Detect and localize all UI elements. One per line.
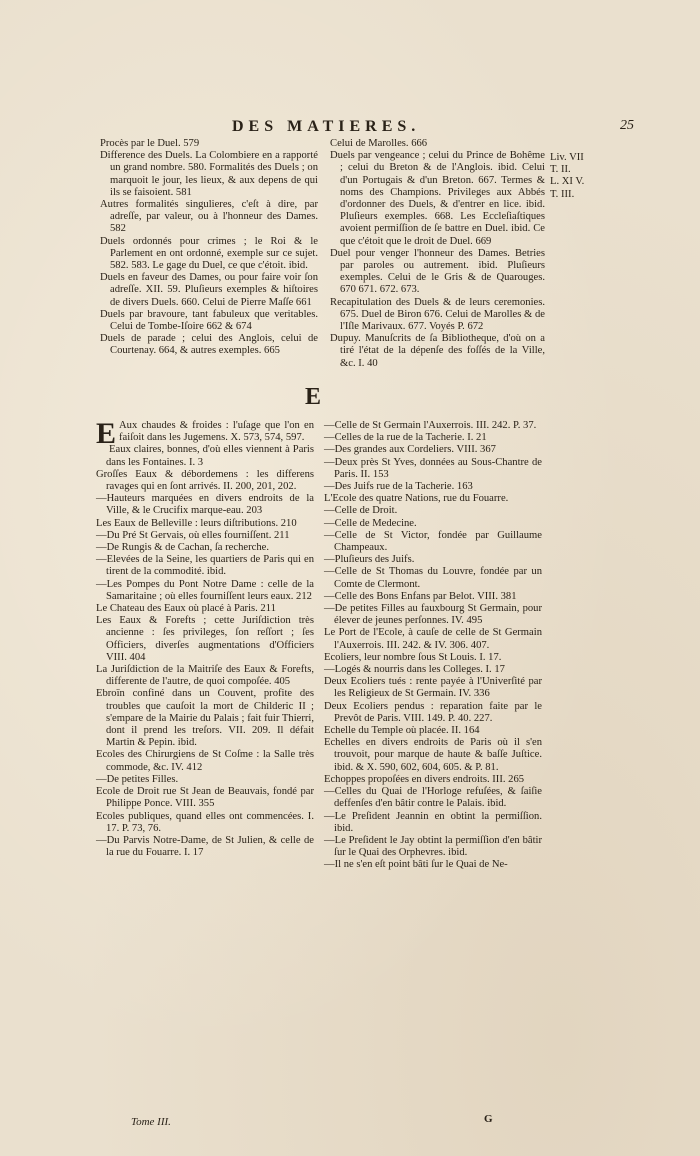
index-entry bbox=[324, 530, 542, 554]
page-number: 25 bbox=[620, 118, 634, 133]
margin-notes bbox=[550, 152, 610, 201]
index-entry bbox=[324, 518, 542, 530]
index-entry-text: Aux chaudes & froides : l'uſage que l'on en faiſoit dans les Jugemens. X. 573, 574, 597. bbox=[119, 420, 314, 444]
index-entry bbox=[96, 603, 314, 615]
index-entry-text: —Logés & nourris dans les Colleges. I. 17 bbox=[324, 664, 505, 676]
index-entry-text: Duels par bravoure, tant fabuleux que veritables. Celui de Tombe-Iſoire 662 & 674 bbox=[100, 308, 318, 333]
index-column-bottom-left bbox=[96, 417, 314, 859]
index-entry-text: —Il ne s'en eſt point bâti ſur le Quai de Ne- bbox=[324, 859, 508, 871]
index-entry bbox=[96, 493, 314, 517]
index-entry bbox=[96, 615, 314, 664]
index-entry-text: Le Port de l'Ecole, à cauſe de celle de St Germain l'Auxerrois. III. 242. & IV. 306. 407. bbox=[324, 627, 542, 651]
index-entry bbox=[100, 150, 318, 199]
drop-cap: E bbox=[96, 417, 117, 450]
index-entry bbox=[324, 457, 542, 481]
volume-note: Tome III. bbox=[131, 1116, 171, 1128]
index-entry-text: —Deux près St Yves, données au Sous-Chantre de Paris. II. 153 bbox=[324, 456, 542, 480]
index-column-top-left bbox=[100, 138, 318, 358]
index-entry-text: —Celle de St Thomas du Louvre, fondée par un Comte de Clermont. bbox=[324, 566, 542, 590]
index-entry bbox=[100, 309, 318, 333]
index-entry bbox=[96, 688, 314, 749]
index-entry-text: —De Rungis & de Cachan, ſa recherche. bbox=[96, 542, 269, 554]
index-entry-text: Ecole de Droit rue St Jean de Beauvais, fondé par Philippe Ponce. VIII. 355 bbox=[96, 786, 314, 810]
index-entry-text: —Le Preſident le Jay obtint la permiſſion d'en bâtir ſur le Quai des Orphevres. ibid. bbox=[324, 834, 542, 859]
index-entry-text: L'Ecole des quatre Nations, rue du Fouarre. bbox=[324, 493, 509, 505]
index-entry-text: Duels de parade ; celui des Anglois, celui de Courtenay. 664, & autres exemples. 665 bbox=[100, 333, 318, 357]
index-entry-text: —Celle de Medecine. bbox=[324, 517, 417, 529]
index-entry bbox=[96, 835, 314, 859]
index-entry bbox=[96, 811, 314, 835]
index-entry bbox=[330, 138, 545, 150]
index-entry-text: —Celle de St Victor, fondée par Guillaume Champeaux. bbox=[324, 529, 542, 554]
index-entry bbox=[96, 530, 314, 542]
index-entry-text: Deux Ecoliers pendus : reparation faite par le Prevôt de Paris. VIII. 149. P. 40. 227. bbox=[324, 700, 542, 724]
index-entry bbox=[100, 236, 318, 273]
index-entry bbox=[330, 297, 545, 334]
index-entry bbox=[330, 150, 545, 248]
index-entry-text: Recapitulation des Duels & de leurs ceremonies. 675. Duel de Biron 676. Celui de Marolles & de l'Iſle Marivaux. 677. Voyés P. 672 bbox=[330, 296, 545, 333]
margin-note: T. II. bbox=[550, 164, 571, 176]
index-entry-text: Deux Ecoliers tués : rente payée à l'Univerſité par les Religieux de St Germain. IV. 336 bbox=[324, 676, 542, 700]
index-entry-text: Celui de Marolles. 666 bbox=[330, 138, 428, 149]
running-title: DES MATIERES. bbox=[232, 118, 421, 135]
index-entry bbox=[324, 603, 542, 627]
index-entry-text: —Celle des Bons Enfans par Belot. VIII. 381 bbox=[324, 590, 517, 602]
index-entry bbox=[324, 774, 542, 786]
index-column-top-right bbox=[330, 138, 545, 370]
index-entry-text: —De petites Filles. bbox=[96, 773, 179, 785]
index-entry-text: La Juriſdiction de la Maitriſe des Eaux & Forefts, differente de l'autre, de quoi compoſée. 405 bbox=[96, 664, 314, 688]
index-entry bbox=[324, 420, 542, 432]
index-entry bbox=[100, 138, 318, 150]
signature-mark: G bbox=[484, 1113, 493, 1125]
index-entry bbox=[324, 786, 542, 810]
index-entry bbox=[324, 811, 542, 835]
index-entry bbox=[96, 774, 314, 786]
index-entry bbox=[96, 518, 314, 530]
index-entry bbox=[96, 786, 314, 810]
index-entry bbox=[324, 554, 542, 566]
index-entry bbox=[324, 566, 542, 590]
index-entry bbox=[96, 749, 314, 773]
index-entry-text: —Du Pré St Gervais, où elles fourniſſent. 211 bbox=[96, 529, 290, 541]
index-entry-text: —Du Parvis Notre-Dame, de St Julien, & celle de la rue du Fouarre. I. 17 bbox=[96, 834, 314, 859]
margin-note: Liv. VII bbox=[550, 152, 584, 163]
index-entry-text: —Pluſieurs des Juifs. bbox=[324, 554, 415, 566]
index-entry-text: Dupuy. Manuſcrits de ſa Bibliotheque, d'où on a tiré l'état de la dépenſe des foſſés de la Ville, &c. I. 40 bbox=[330, 333, 545, 369]
index-entry bbox=[324, 444, 542, 456]
index-entry bbox=[324, 432, 542, 444]
index-entry-text: —Le Preſident Jeannin en obtint la permiſſion. ibid. bbox=[324, 810, 542, 834]
index-entry-text: Duel pour venger l'honneur des Dames. Betries par paroles ou autrement. ibid. Pluſieurs exemples. Celui de le Gris & de Quarouges. 670 671. 672. 673. bbox=[330, 247, 545, 296]
index-entry bbox=[96, 664, 314, 688]
index-entry bbox=[96, 554, 314, 578]
index-entry-text: Procès par le Duel. 579 bbox=[100, 138, 200, 149]
index-entry-text: Echelles en divers endroits de Paris où il s'en trouvoit, pour marque de haute & baſſe Juſtice. ibid. & X. 590, 602, 604, 605. & P. 81. bbox=[324, 737, 542, 773]
index-entry bbox=[324, 676, 542, 700]
index-entry bbox=[96, 542, 314, 554]
index-entry bbox=[324, 664, 542, 676]
index-entry-text: —Celles du Quai de l'Horloge refuſées, & ſaiſie deffenſes d'en bâtir contre le Palais. ibid. bbox=[324, 786, 542, 810]
index-entry bbox=[96, 444, 314, 468]
index-entry bbox=[96, 579, 314, 603]
index-entry bbox=[324, 493, 542, 505]
margin-note: T. III. bbox=[550, 188, 575, 200]
index-entry-text: Ecoles publiques, quand elles ont commencées. I. 17. P. 73, 76. bbox=[96, 810, 314, 834]
index-entry bbox=[100, 333, 318, 357]
index-entry-text: Les Eaux & Forefts ; cette Juriſdiction très ancienne : ſes privileges, ſon reſſort ; ſes Officiers, diverſes augmentations d'Officiers VIII. 404 bbox=[96, 615, 314, 663]
running-head bbox=[0, 118, 700, 138]
index-entry-text: Eaux claires, bonnes, d'où elles viennent à Paris dans les Fontaines. I. 3 bbox=[106, 444, 314, 468]
index-entry-text: Echelle du Temple où placée. II. 164 bbox=[324, 725, 480, 737]
index-entry-text: Duels par vengeance ; celui du Prince de Bohême ; celui du Breton & de l'Anglois. ibid. Celui d'un Portugais & d'un Breton. 667. Termes & noms des Champions. Privileges aux Abbés d'ordonner des Duels, & d'entrer en lice. ibid. Pluſieurs exemples. 668. Les Eccleſiaſtiques avoient permiſſion de ſe battre en Duel. ibid. Ce que c'étoit que le droit de Duel. 669 bbox=[330, 150, 545, 247]
index-entry-text: Duels en faveur des Dames, ou pour faire voir ſon adreſſe. XII. 59. Pluſieurs exemples & hiſtoires de divers Duels. 660. Celui de Pierre Maſſe 661 bbox=[100, 272, 318, 308]
index-entry-text: Difference des Duels. La Colombiere en a rapporté un grand nombre. 580. Formalités des Duels ; on marquoit le jour, les lieux, & aux depens de qui ils se faisoient. 581 bbox=[100, 150, 318, 198]
index-entry-text: Groſſes Eaux & débordemens : les differens ravages qui en ſont arrivés. II. 200, 201, 202. bbox=[96, 468, 314, 493]
margin-note: L. XI V. bbox=[550, 176, 585, 188]
index-entry bbox=[96, 469, 314, 493]
index-entry-text: Duels ordonnés pour crimes ; le Roi & le Parlement en ont ordonné, exemple sur ce sujet. 582. 583. Le gage du Duel, ce que c'étoit. ibid. bbox=[100, 235, 318, 272]
index-entry bbox=[324, 481, 542, 493]
index-entry-text: Echoppes propoſées en divers endroits. III. 265 bbox=[324, 773, 525, 785]
index-entry-text: Ebroïn confiné dans un Couvent, profite des troubles que cauſoit la mort de Childeric II ; s'empare de la Mairie du Palais ; fait fuir Thierri, dont il prend les treſors. VII. 209. Il défait Martin & Pepin. ibid. bbox=[96, 688, 314, 749]
index-entry bbox=[324, 835, 542, 859]
index-entry-text: —Celle de St Germain l'Auxerrois. III. 242. P. 37. bbox=[324, 420, 537, 431]
index-entry bbox=[96, 417, 314, 450]
index-entry bbox=[324, 627, 542, 651]
index-entry bbox=[330, 333, 545, 370]
index-entry-text: Ecoles des Chirurgiens de St Coſme : la Salle très commode, &c. IV. 412 bbox=[96, 749, 314, 773]
index-entry bbox=[324, 701, 542, 725]
index-entry bbox=[324, 725, 542, 737]
index-entry-text: Les Eaux de Belleville : leurs diſtributions. 210 bbox=[96, 517, 297, 529]
index-entry bbox=[100, 272, 318, 309]
index-entry-text: —Des Juifs rue de la Tacherie. 163 bbox=[324, 481, 473, 493]
index-entry bbox=[324, 591, 542, 603]
index-entry bbox=[324, 652, 542, 664]
index-entry-text: —Les Pompes du Pont Notre Dame : celle de la Samaritaine ; où elles fourniſſent leurs eaux. 212 bbox=[96, 578, 314, 602]
index-entry-text: —Hauteurs marquées en divers endroits de la Ville, & le Crucifix marque-eau. 203 bbox=[96, 493, 314, 517]
index-entry-text: —De petites Filles au fauxbourg St Germain, pour élever de jeunes perſonnes. IV. 495 bbox=[324, 603, 542, 627]
index-column-bottom-right bbox=[324, 420, 542, 872]
index-entry-text: —Des grandes aux Cordeliers. VIII. 367 bbox=[324, 444, 496, 456]
index-entry bbox=[324, 859, 542, 871]
index-entry-text: Autres formalités singulieres, c'eſt à dire, par adreſſe, par valeur, ou à l'honneur des Dames. 582 bbox=[100, 199, 318, 235]
index-entry bbox=[324, 505, 542, 517]
index-entry-text: —Celles de la rue de la Tacherie. I. 21 bbox=[324, 432, 487, 444]
index-entry bbox=[330, 248, 545, 297]
index-entry-text: Le Chateau des Eaux où placé à Paris. 211 bbox=[96, 603, 276, 615]
index-entry-text: —Celle de Droit. bbox=[324, 505, 398, 517]
index-entry-text: Ecoliers, leur nombre ſous St Louis. I. 17. bbox=[324, 651, 502, 663]
index-entry bbox=[100, 199, 318, 236]
index-entry bbox=[324, 737, 542, 774]
index-entry-text: —Elevées de la Seine, les quartiers de Paris qui en tirent de la commodité. ibid. bbox=[96, 554, 314, 578]
section-letter: E bbox=[305, 384, 322, 410]
